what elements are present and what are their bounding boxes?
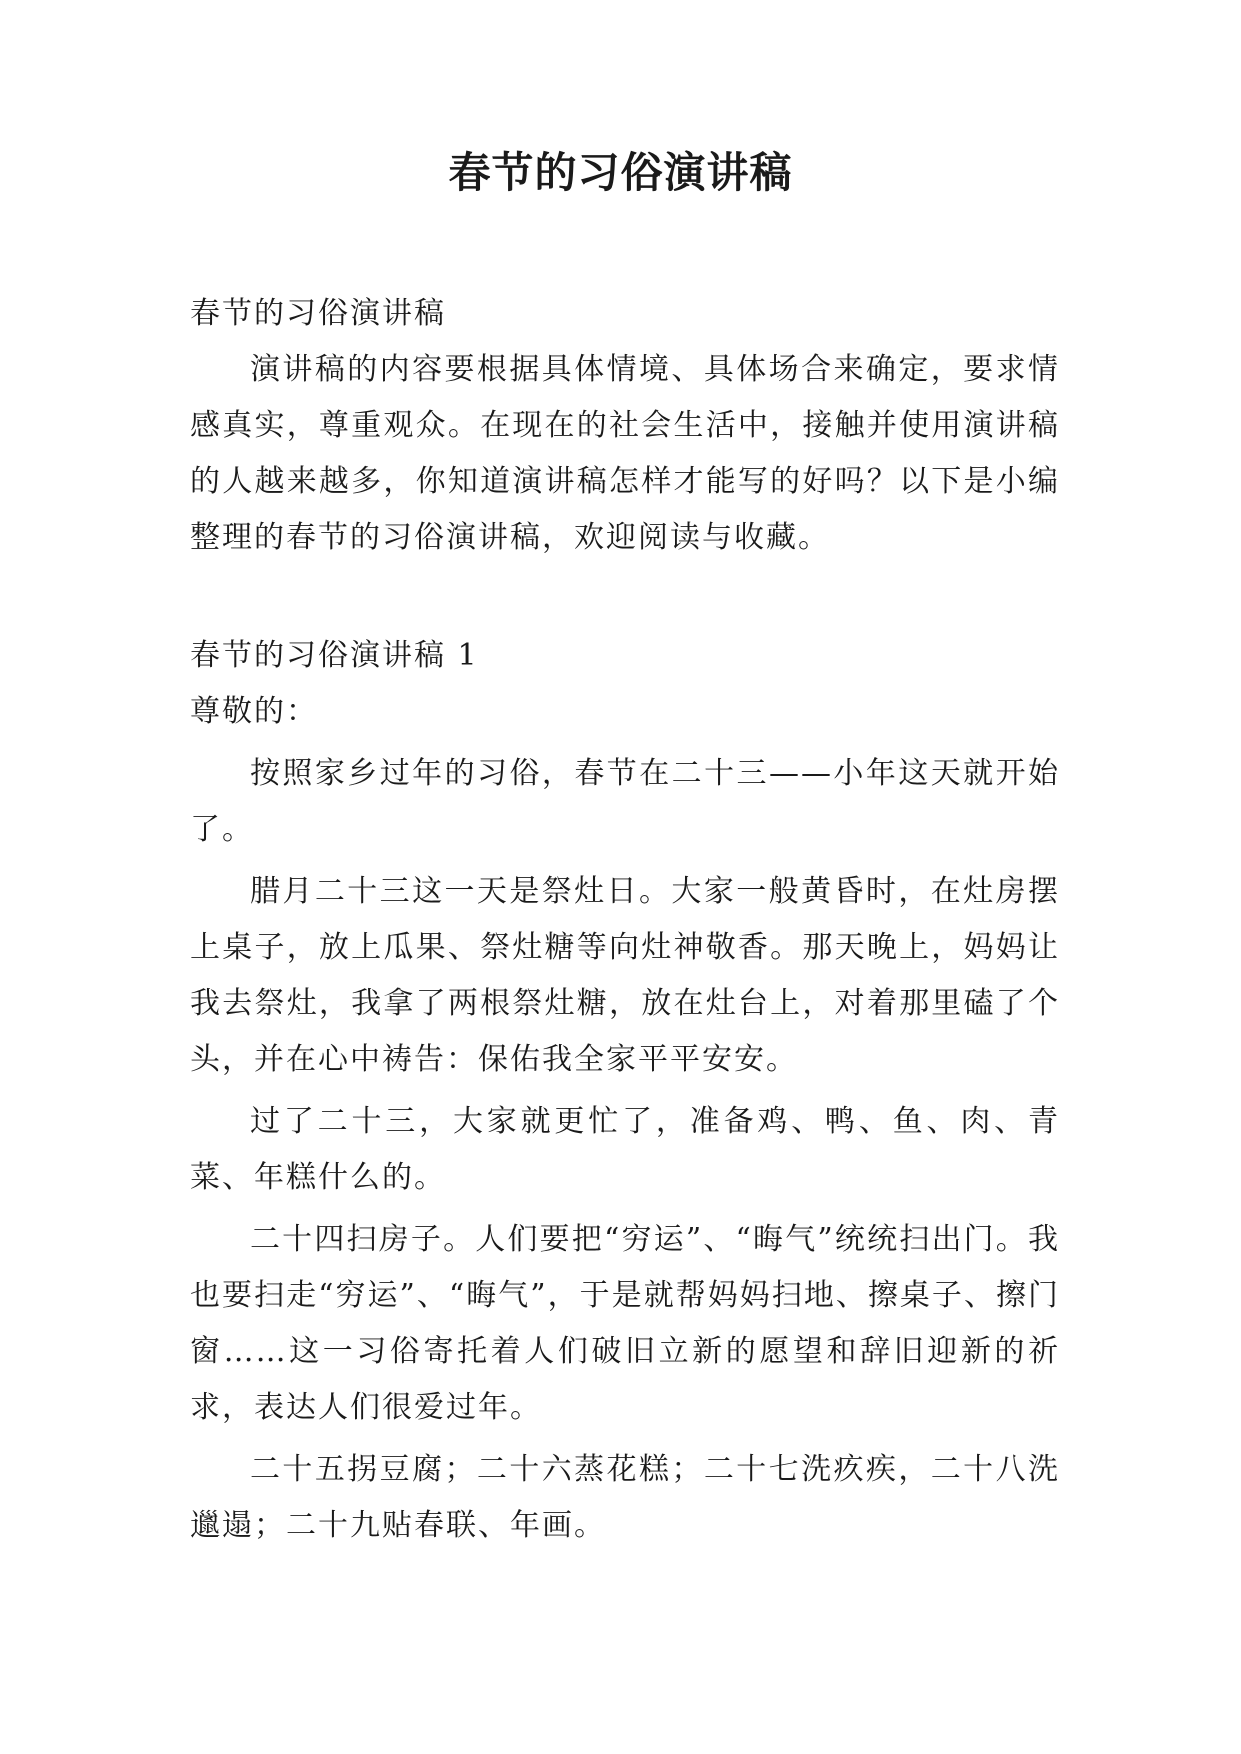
body-paragraph: 二十五拐豆腐；二十六蒸花糕；二十七洗疚疾，二十八洗邋遢；二十九贴春联、年画。 [190,1452,1060,1543]
body-paragraph: 按照家乡过年的习俗，春节在二十三——小年这天就开始了。 [190,756,1060,847]
section-title: 春节的习俗演讲稿 1 [190,638,479,673]
body-paragraph: 二十四扫房子。人们要把“穷运”、“晦气”统统扫出门。我也要扫走“穷运”、“晦气”，于是就帮妈妈扫地、擦桌子、擦门窗……这一习俗寄托着人们破旧立新的愿望和辞旧迎新的祈求，表达人们很爱过年。 [190,1222,1060,1425]
section-spacer [190,572,1060,628]
salutation: 尊敬的： [190,694,318,729]
document-title: 春节的习俗演讲稿 [448,148,793,197]
article-heading: 春节的习俗演讲稿 [190,296,446,331]
body-paragraph: 过了二十三，大家就更忙了，准备鸡、鸭、鱼、肉、青菜、年糕什么的。 [190,1104,1060,1195]
intro-paragraph: 演讲稿的内容要根据具体情境、具体场合来确定，要求情感真实，尊重观众。在现在的社会生活中，接触并使用演讲稿的人越来越多，你知道演讲稿怎样才能写的好吗？以下是小编整理的春节的习俗演讲稿，欢迎阅读与收藏。 [190,352,1060,555]
document-body [190,286,1060,1554]
body-paragraph: 腊月二十三这一天是祭灶日。大家一般黄昏时，在灶房摆上桌子，放上瓜果、祭灶糖等向灶神敬香。那天晚上，妈妈让我去祭灶，我拿了两根祭灶糖，放在灶台上，对着那里磕了个头，并在心中祷告：保佑我全家平平安安。 [190,874,1060,1077]
